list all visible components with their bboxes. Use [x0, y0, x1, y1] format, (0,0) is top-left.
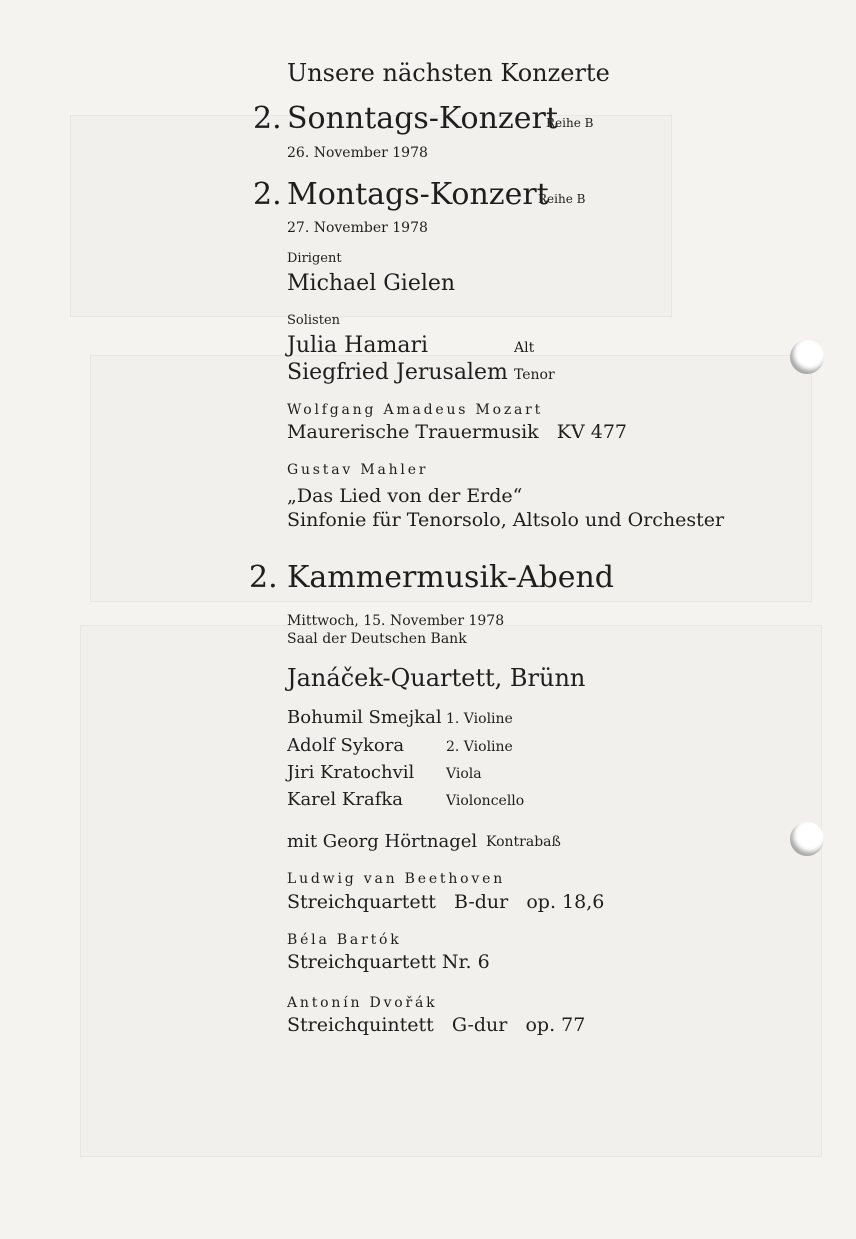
member-instrument: 1. Violine — [446, 711, 513, 727]
punch-hole — [790, 340, 824, 374]
concert-number: 2. — [253, 101, 282, 136]
concert-title: Montags-Konzert — [287, 177, 549, 212]
composer: Gustav Mahler — [287, 462, 429, 478]
concert-title: Kammermusik-Abend — [287, 560, 614, 595]
member-name: Karel Krafka — [287, 789, 403, 810]
page-title: Unsere nächsten Konzerte — [287, 59, 610, 87]
guest-instrument: Kontrabaß — [486, 834, 561, 850]
concert-number: 2. — [253, 177, 282, 212]
work-subtitle: Sinfonie für Tenorsolo, Altsolo und Orchester — [287, 509, 725, 531]
concert-date: 27. November 1978 — [287, 220, 428, 236]
composer: Wolfgang Amadeus Mozart — [287, 402, 544, 418]
member-name: Jiri Kratochvil — [287, 762, 415, 783]
member-name: Adolf Sykora — [287, 735, 405, 756]
work-title: „Das Lied von der Erde“ — [287, 485, 523, 507]
concert-date: 26. November 1978 — [287, 145, 428, 161]
concert-series: Reihe B — [538, 192, 586, 206]
member-instrument: 2. Violine — [446, 739, 513, 755]
concert-series: Reihe B — [546, 116, 594, 130]
soloist-voice: Alt — [514, 340, 535, 356]
soloist-name: Julia Hamari — [287, 333, 429, 358]
work-title: Streichquintett G-dur op. 77 — [287, 1014, 586, 1036]
soloist-name: Siegfried Jerusalem — [287, 360, 508, 385]
soloists-label: Solisten — [287, 313, 341, 328]
concert-title: Sonntags-Konzert — [287, 101, 558, 136]
punch-hole — [790, 822, 824, 856]
soloist-voice: Tenor — [514, 367, 555, 383]
conductor-label: Dirigent — [287, 251, 342, 266]
work-title: Maurerische Trauermusik KV 477 — [287, 421, 627, 443]
work-title: Streichquartett B-dur op. 18,6 — [287, 891, 605, 913]
ensemble-name: Janáček-Quartett, Brünn — [287, 664, 586, 692]
member-instrument: Viola — [446, 766, 482, 782]
concert-date: Mittwoch, 15. November 1978 — [287, 613, 505, 629]
concert-venue: Saal der Deutschen Bank — [287, 631, 467, 647]
composer: Ludwig van Beethoven — [287, 871, 506, 887]
work-title: Streichquartett Nr. 6 — [287, 951, 490, 973]
guest-name: mit Georg Hörtnagel — [287, 831, 478, 852]
composer: Antonín Dvořák — [287, 995, 438, 1011]
conductor-name: Michael Gielen — [287, 271, 456, 296]
member-name: Bohumil Smejkal — [287, 707, 442, 728]
concert-number: 2. — [249, 560, 278, 595]
composer: Béla Bartók — [287, 932, 402, 948]
member-instrument: Violoncello — [446, 793, 525, 809]
